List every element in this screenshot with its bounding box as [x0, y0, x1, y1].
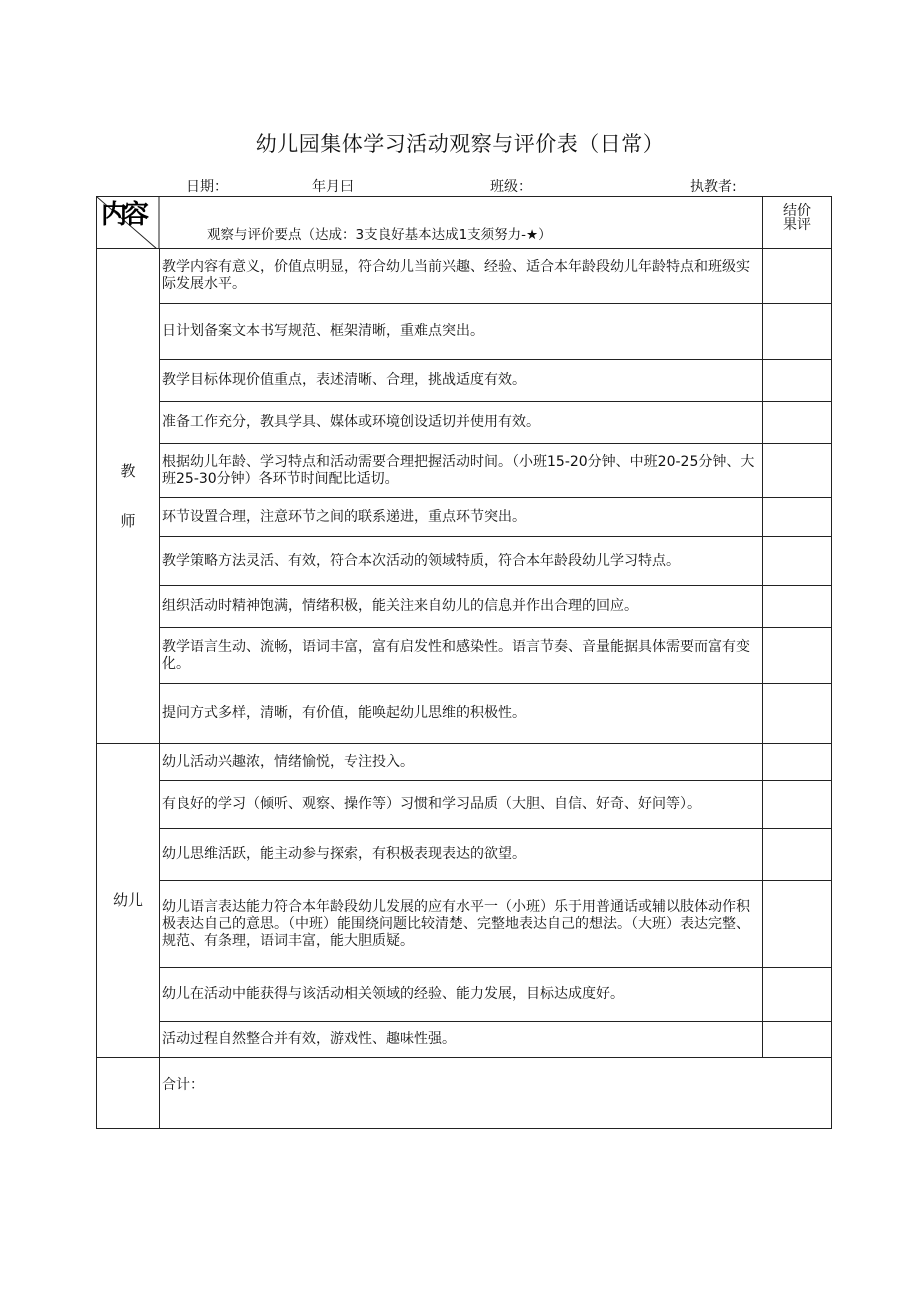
- header-score-line2: 果评: [783, 217, 811, 233]
- table-row: [97, 304, 832, 360]
- teacher-item-2: 日计划备案文本书写规范、框架清晰，重难点突出。: [160, 304, 763, 360]
- child-item-2: 有良好的学习（倾听、观察、操作等）习惯和学习品质（大胆、自信、好奇、好问等）。: [160, 781, 763, 829]
- teacher-item-3: 教学目标体现价值重点，表述清晰、合理，挑战适度有效。: [160, 360, 763, 402]
- score-input-child-6[interactable]: [763, 1022, 832, 1058]
- header-score-cell: [763, 197, 832, 249]
- teacher-item-4: 准备工作充分，教具学具、媒体或环境创设适切并使用有效。: [160, 402, 763, 444]
- teacher-label-line2: 师: [120, 512, 136, 530]
- score-input-child-4[interactable]: [763, 881, 832, 968]
- score-input-teacher-7[interactable]: [763, 537, 832, 586]
- child-item-1: 幼儿活动兴趣浓，情绪愉悦，专注投入。: [160, 744, 763, 781]
- child-item-4: 幼儿语言表达能力符合本年龄段幼儿发展的应有水平一（小班）乐于用普通话或辅以肢体动作积极表达自己的意思。（中班）能围绕问题比较清楚、完整地表达自己的想法。（大班）表达完整、规范、有条理，语词丰富，能大胆质疑。: [160, 881, 763, 968]
- evaluation-table: [96, 196, 832, 1129]
- table-row: [97, 1022, 832, 1058]
- table-header-row: [97, 197, 832, 249]
- score-input-child-1[interactable]: [763, 744, 832, 781]
- score-input-teacher-6[interactable]: [763, 498, 832, 537]
- table-row: [97, 498, 832, 537]
- table-row: [97, 537, 832, 586]
- score-input-child-5[interactable]: [763, 968, 832, 1022]
- score-input-teacher-8[interactable]: [763, 586, 832, 628]
- score-input-teacher-3[interactable]: [763, 360, 832, 402]
- teacher-name-label: 执教者:: [690, 179, 737, 195]
- teacher-item-10: 提问方式多样，清晰，有价值，能唤起幼儿思维的积极性。: [160, 684, 763, 744]
- child-item-3: 幼儿思维活跃，能主动参与探索，有积极表现表达的欲望。: [160, 829, 763, 881]
- table-row: [97, 402, 832, 444]
- table-row: [97, 249, 832, 304]
- table-row: [97, 684, 832, 744]
- class-label: 班级：: [490, 179, 532, 195]
- score-input-teacher-4[interactable]: [763, 402, 832, 444]
- header-score-line1: 结价: [783, 203, 811, 219]
- score-input-teacher-10[interactable]: [763, 684, 832, 744]
- table-row: [97, 360, 832, 402]
- teacher-item-1: 教学内容有意义，价值点明显，符合幼儿当前兴趣、经验、适合本年龄段幼儿年龄特点和班级实际发展水平。: [160, 249, 763, 304]
- table-row: [97, 968, 832, 1022]
- total-label[interactable]: 合计：: [160, 1058, 832, 1129]
- teacher-category: [97, 249, 160, 744]
- header-criteria: 观察与评价要点（达成：3支良好基本达成1支须努力-★）: [207, 227, 552, 243]
- teacher-label-line1: 教: [120, 462, 136, 480]
- table-row: [97, 881, 832, 968]
- table-row: [97, 628, 832, 684]
- date-label: 日期：: [186, 179, 228, 195]
- child-item-5: 幼儿在活动中能获得与该活动相关领域的经验、能力发展，目标达成度好。: [160, 968, 763, 1022]
- teacher-item-9: 教学语言生动、流畅，语词丰富，富有启发性和感染性。语言节奏、音量能据具体需要而富有变化。: [160, 628, 763, 684]
- header-corner-glyph: 内容: [101, 200, 146, 230]
- teacher-item-5: 根据幼儿年龄、学习特点和活动需要合理把握活动时间。（小班15-20分钟、中班20-25分钟、大班25-30分钟）各环节时间配比适切。: [160, 444, 763, 498]
- table-row: [97, 444, 832, 498]
- date-unit: 年月曰: [312, 179, 354, 195]
- page-title: 幼儿园集体学习活动观察与评价表（日常）: [255, 132, 665, 156]
- teacher-item-6: 环节设置合理，注意环节之间的联系递进，重点环节突出。: [160, 498, 763, 537]
- teacher-item-8: 组织活动时精神饱满，情绪积极，能关注来自幼儿的信息并作出合理的回应。: [160, 586, 763, 628]
- total-category: [97, 1058, 160, 1129]
- table-row: [97, 744, 832, 781]
- score-input-child-2[interactable]: [763, 781, 832, 829]
- child-item-6: 活动过程自然整合并有效，游戏性、趣味性强。: [160, 1022, 763, 1058]
- score-input-teacher-5[interactable]: [763, 444, 832, 498]
- table-row: [97, 586, 832, 628]
- table-row: [97, 781, 832, 829]
- table-row: [97, 829, 832, 881]
- child-category: 幼儿: [97, 744, 160, 1058]
- score-input-teacher-1[interactable]: [763, 249, 832, 304]
- total-row: [97, 1058, 832, 1129]
- score-input-child-3[interactable]: [763, 829, 832, 881]
- teacher-item-7: 教学策略方法灵活、有效，符合本次活动的领域特质，符合本年龄段幼儿学习特点。: [160, 537, 763, 586]
- score-input-teacher-2[interactable]: [763, 304, 832, 360]
- score-input-teacher-9[interactable]: [763, 628, 832, 684]
- header-criteria-cell: [97, 197, 763, 249]
